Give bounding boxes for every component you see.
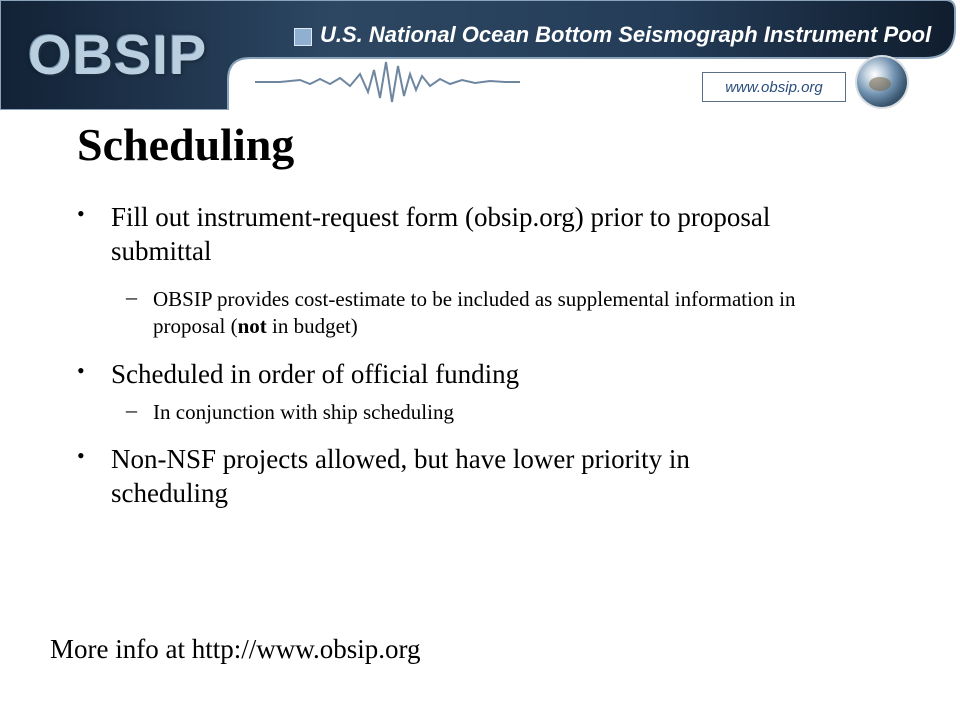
slide-title: Scheduling bbox=[77, 119, 295, 170]
sub-item-1: OBSIP provides cost-estimate to be included as supplemental information in proposal (not in budget) bbox=[153, 287, 796, 338]
sub-item-2: In conjunction with ship scheduling bbox=[153, 400, 454, 424]
bullet-marker: • bbox=[77, 201, 85, 226]
obsip-logo: OBSIP bbox=[28, 23, 208, 86]
banner-title: U.S. National Ocean Bottom Seismograph Instrument Pool bbox=[320, 22, 932, 47]
website-link[interactable]: www.obsip.org bbox=[702, 72, 846, 102]
bullet-marker: • bbox=[77, 443, 85, 468]
globe-icon bbox=[857, 57, 907, 107]
bold-not: not bbox=[237, 314, 267, 338]
footer-info: More info at http://www.obsip.org bbox=[50, 634, 421, 664]
dash-marker: – bbox=[126, 397, 137, 422]
bullet-item-1: Fill out instrument-request form (obsip.org) prior to proposal submittal bbox=[111, 202, 771, 266]
bullet-item-3: Non-NSF projects allowed, but have lower priority in scheduling bbox=[111, 444, 690, 508]
bullet-item-2: Scheduled in order of official funding bbox=[111, 359, 520, 389]
dash-marker: – bbox=[126, 284, 137, 309]
bullet-marker: • bbox=[77, 358, 85, 383]
title-square-icon bbox=[294, 28, 312, 46]
header-banner bbox=[0, 0, 960, 110]
